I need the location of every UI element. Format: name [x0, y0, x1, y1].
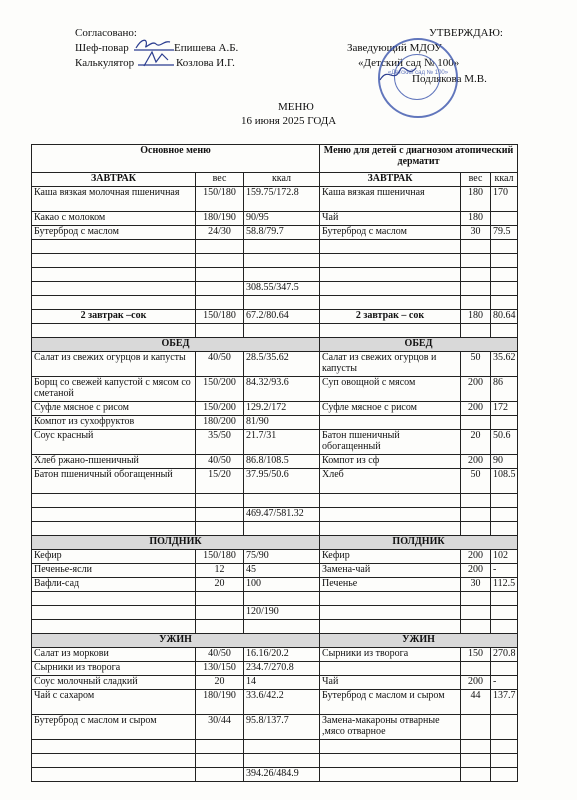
dinner-header-row — [32, 634, 518, 648]
table-cell — [32, 522, 196, 536]
diet-dish-kcal: 172 — [491, 402, 518, 416]
dish-weight: 30/44 — [196, 715, 244, 740]
dish-name: Суфле мясное с рисом — [32, 402, 196, 416]
dish-kcal: 81/90 — [244, 416, 320, 430]
dish-kcal: 33.6/42.2 — [244, 690, 320, 715]
diet-dish-kcal: 108.5 — [491, 469, 518, 494]
empty-row — [32, 620, 518, 634]
table-cell — [32, 254, 196, 268]
dish-weight: 150/200 — [196, 377, 244, 402]
menu-item-row — [32, 676, 518, 690]
table-cell — [461, 268, 491, 282]
diet-dish-weight: 200 — [461, 676, 491, 690]
chef-name: Епишева А.Б. — [174, 42, 239, 54]
diet-dish-name: Компот из сф — [320, 455, 461, 469]
head-name: Подлякова М.В. — [412, 73, 487, 85]
snack-header-left: ПОЛДНИК — [32, 536, 320, 550]
diet-dish-name: Каша вязкая пшеничная — [320, 187, 461, 212]
table-cell — [491, 494, 518, 508]
lunch-total-row — [32, 508, 518, 522]
table-cell — [491, 592, 518, 606]
diet-dish-kcal: 270.8 — [491, 648, 518, 662]
table-cell — [491, 324, 518, 338]
diet-dish-kcal: - — [491, 564, 518, 578]
dish-weight: 180/190 — [196, 212, 244, 226]
dish-name: Хлеб ржано-пшеничный — [32, 455, 196, 469]
diet-dish-name: Чай — [320, 212, 461, 226]
table-cell — [320, 296, 461, 310]
kcal-header: ккал — [491, 173, 518, 187]
diet-dish-kcal: 170 — [491, 187, 518, 212]
menu-header-row — [32, 145, 518, 173]
diet-dish-kcal — [491, 715, 518, 740]
calculator-name: Козлова И.Г. — [176, 57, 235, 69]
dish-kcal: 58.8/79.7 — [244, 226, 320, 240]
diet-dish-kcal: - — [491, 676, 518, 690]
menu-item-row — [32, 690, 518, 715]
empty-row — [32, 740, 518, 754]
table-cell — [320, 592, 461, 606]
table-cell — [32, 324, 196, 338]
table-cell — [491, 240, 518, 254]
table-cell — [491, 768, 518, 782]
diet-dish-name: Замена-чай — [320, 564, 461, 578]
menu-item-row — [32, 455, 518, 469]
dish-name: Печенье-ясли — [32, 564, 196, 578]
dish-weight: 40/50 — [196, 455, 244, 469]
snack-header-right: ПОЛДНИК — [320, 536, 518, 550]
diet-dish-weight — [461, 662, 491, 676]
table-cell — [320, 508, 461, 522]
dish-name: Каша вязкая молочная пшеничная — [32, 187, 196, 212]
table-cell — [244, 254, 320, 268]
second-breakfast-diet-weight: 180 — [461, 310, 491, 324]
dish-weight: 12 — [196, 564, 244, 578]
table-cell — [32, 494, 196, 508]
calculator-signature — [138, 50, 174, 68]
empty-row — [32, 592, 518, 606]
diet-dish-kcal: 79.5 — [491, 226, 518, 240]
diet-dish-kcal: 35.62 — [491, 352, 518, 377]
diet-dish-kcal — [491, 662, 518, 676]
diet-dish-kcal: 112.5 — [491, 578, 518, 592]
dinner-total-row — [32, 768, 518, 782]
diet-dish-name: Салат из свежих огурцов и капусты — [320, 352, 461, 377]
menu-item-row — [32, 187, 518, 212]
snack-header-row — [32, 536, 518, 550]
empty-row — [32, 754, 518, 768]
table-cell — [491, 606, 518, 620]
dish-name: Бутерброд с маслом и сыром — [32, 715, 196, 740]
menu-item-row — [32, 550, 518, 564]
empty-row — [32, 240, 518, 254]
calculator-label: Калькулятор — [75, 57, 135, 69]
diet-dish-weight: 200 — [461, 550, 491, 564]
approve-label: УТВЕРЖДАЮ: — [429, 27, 503, 39]
diet-dish-weight: 180 — [461, 187, 491, 212]
dish-name: Чай с сахаром — [32, 690, 196, 715]
diet-dish-name: Бутерброд с маслом — [320, 226, 461, 240]
diet-menu-header: Меню для детей с диагнозом атопический дерматит — [320, 145, 518, 173]
empty-row — [32, 296, 518, 310]
weight-header: вес — [196, 173, 244, 187]
table-cell — [32, 296, 196, 310]
dish-kcal: 84.32/93.6 — [244, 377, 320, 402]
table-cell — [196, 324, 244, 338]
table-cell — [320, 740, 461, 754]
dish-weight: 150/200 — [196, 402, 244, 416]
menu-date: 16 июня 2025 ГОДА — [241, 115, 337, 127]
table-cell — [196, 522, 244, 536]
table-cell — [196, 268, 244, 282]
table-cell — [244, 494, 320, 508]
diet-dish-weight: 20 — [461, 430, 491, 455]
dish-weight: 15/20 — [196, 469, 244, 494]
dish-kcal: 75/90 — [244, 550, 320, 564]
breakfast-header-row — [32, 173, 518, 187]
kindergarten-name: «Детский сад № 100» — [358, 57, 460, 69]
diet-dish-name: Кефир — [320, 550, 461, 564]
table-cell — [491, 508, 518, 522]
table-cell — [196, 508, 244, 522]
dish-name: Компот из сухофруктов — [32, 416, 196, 430]
table-cell — [244, 324, 320, 338]
diet-dish-weight: 30 — [461, 226, 491, 240]
dish-weight: 130/150 — [196, 662, 244, 676]
snack-total-row — [32, 606, 518, 620]
table-cell — [320, 768, 461, 782]
menu-item-row — [32, 648, 518, 662]
table-cell — [461, 522, 491, 536]
table-cell — [244, 268, 320, 282]
table-cell — [244, 620, 320, 634]
dish-weight: 20 — [196, 676, 244, 690]
table-cell — [461, 508, 491, 522]
menu-item-row — [32, 578, 518, 592]
dish-name: Кефир — [32, 550, 196, 564]
table-cell — [320, 522, 461, 536]
menu-item-row — [32, 469, 518, 494]
menu-item-row — [32, 402, 518, 416]
menu-item-row — [32, 416, 518, 430]
empty-row — [32, 324, 518, 338]
main-menu-header: Основное меню — [32, 145, 320, 173]
diet-dish-name: Бутерброд с маслом и сыром — [320, 690, 461, 715]
table-cell — [461, 240, 491, 254]
table-cell — [461, 606, 491, 620]
table-cell — [196, 768, 244, 782]
lunch-header-row — [32, 338, 518, 352]
dish-kcal: 37.95/50.6 — [244, 469, 320, 494]
table-cell — [32, 768, 196, 782]
menu-item-row — [32, 212, 518, 226]
diet-dish-name — [320, 662, 461, 676]
breakfast-left: ЗАВТРАК — [32, 173, 196, 187]
table-cell — [491, 296, 518, 310]
dinner-header-left: УЖИН — [32, 634, 320, 648]
diet-dish-weight: 50 — [461, 352, 491, 377]
diet-dish-name — [320, 416, 461, 430]
table-cell — [461, 768, 491, 782]
table-cell — [320, 620, 461, 634]
table-cell — [196, 754, 244, 768]
dish-kcal: 159.75/172.8 — [244, 187, 320, 212]
menu-item-row — [32, 352, 518, 377]
second-breakfast-left: 2 завтрак –сок — [32, 310, 196, 324]
menu-item-row — [32, 715, 518, 740]
head-signature — [378, 62, 418, 84]
table-cell — [320, 606, 461, 620]
table-cell — [244, 754, 320, 768]
diet-dish-kcal: 86 — [491, 377, 518, 402]
menu-title: МЕНЮ — [278, 101, 314, 113]
diet-dish-name: Суп овощной с мясом — [320, 377, 461, 402]
second-breakfast-diet-kcal: 80.64 — [491, 310, 518, 324]
table-cell — [244, 592, 320, 606]
dish-weight: 35/50 — [196, 430, 244, 455]
table-cell — [32, 282, 196, 296]
diet-dish-name: Чай — [320, 676, 461, 690]
diet-dish-weight: 200 — [461, 455, 491, 469]
dish-name: Сырники из творога — [32, 662, 196, 676]
dish-kcal: 28.5/35.62 — [244, 352, 320, 377]
table-cell — [320, 494, 461, 508]
menu-item-row — [32, 430, 518, 455]
second-breakfast-weight: 150/180 — [196, 310, 244, 324]
table-cell — [196, 620, 244, 634]
table-cell — [320, 282, 461, 296]
table-cell — [196, 740, 244, 754]
dish-kcal: 21.7/31 — [244, 430, 320, 455]
diet-dish-name: Сырники из творога — [320, 648, 461, 662]
second-breakfast-right: 2 завтрак – сок — [320, 310, 461, 324]
table-cell — [320, 754, 461, 768]
table-cell — [32, 754, 196, 768]
table-cell — [32, 268, 196, 282]
diet-dish-weight: 200 — [461, 564, 491, 578]
dish-kcal: 234.7/270.8 — [244, 662, 320, 676]
diet-dish-kcal — [491, 212, 518, 226]
table-cell — [32, 508, 196, 522]
diet-dish-weight: 180 — [461, 212, 491, 226]
lunch-total: 469.47/581.32 — [244, 508, 320, 522]
dish-name: Вафли-сад — [32, 578, 196, 592]
dish-kcal: 95.8/137.7 — [244, 715, 320, 740]
diet-dish-kcal — [491, 416, 518, 430]
kcal-header: ккал — [244, 173, 320, 187]
diet-dish-name: Батон пшеничный обогащенный — [320, 430, 461, 455]
head-title: Заведующий МДОУ — [347, 42, 442, 54]
empty-row — [32, 268, 518, 282]
dish-weight: 40/50 — [196, 648, 244, 662]
diet-dish-name: Суфле мясное с рисом — [320, 402, 461, 416]
table-cell — [461, 254, 491, 268]
dish-weight: 180/190 — [196, 690, 244, 715]
chef-label: Шеф-повар — [75, 42, 129, 54]
dish-kcal: 14 — [244, 676, 320, 690]
dish-kcal: 16.16/20.2 — [244, 648, 320, 662]
table-cell — [244, 522, 320, 536]
table-cell — [196, 494, 244, 508]
table-cell — [461, 754, 491, 768]
dish-name: Соус красный — [32, 430, 196, 455]
table-cell — [461, 494, 491, 508]
menu-item-row — [32, 226, 518, 240]
table-cell — [32, 240, 196, 254]
table-cell — [461, 324, 491, 338]
empty-row — [32, 254, 518, 268]
diet-dish-name: Печенье — [320, 578, 461, 592]
table-cell — [32, 620, 196, 634]
diet-dish-weight — [461, 416, 491, 430]
empty-row — [32, 494, 518, 508]
dish-name: Батон пшеничный обогащенный — [32, 469, 196, 494]
dish-name: Борщ со свежей капустой с мясом со сметаной — [32, 377, 196, 402]
diet-dish-kcal: 102 — [491, 550, 518, 564]
dish-name: Какао с молоком — [32, 212, 196, 226]
table-cell — [461, 620, 491, 634]
menu-item-row — [32, 662, 518, 676]
dish-name: Соус молочный сладкий — [32, 676, 196, 690]
table-cell — [491, 620, 518, 634]
table-cell — [461, 296, 491, 310]
dish-weight: 150/180 — [196, 187, 244, 212]
breakfast-right: ЗАВТРАК — [320, 173, 461, 187]
dish-kcal: 100 — [244, 578, 320, 592]
approved-label: Согласовано: — [75, 27, 137, 39]
diet-dish-weight — [461, 715, 491, 740]
dinner-header-right: УЖИН — [320, 634, 518, 648]
lunch-header-right: ОБЕД — [320, 338, 518, 352]
table-cell — [196, 240, 244, 254]
table-cell — [461, 740, 491, 754]
diet-dish-name: Замена-макароны отварные ,мясо отварное — [320, 715, 461, 740]
diet-dish-name: Хлеб — [320, 469, 461, 494]
table-cell — [320, 268, 461, 282]
table-cell — [320, 240, 461, 254]
lunch-header-left: ОБЕД — [32, 338, 320, 352]
weight-header: вес — [461, 173, 491, 187]
breakfast-total-row — [32, 282, 518, 296]
table-cell — [32, 606, 196, 620]
dish-weight: 40/50 — [196, 352, 244, 377]
table-cell — [244, 296, 320, 310]
diet-dish-kcal: 50.6 — [491, 430, 518, 455]
diet-dish-kcal: 137.7 — [491, 690, 518, 715]
second-breakfast-kcal: 67.2/80.64 — [244, 310, 320, 324]
dish-weight: 180/200 — [196, 416, 244, 430]
dish-weight: 20 — [196, 578, 244, 592]
dish-weight: 150/180 — [196, 550, 244, 564]
dish-kcal: 45 — [244, 564, 320, 578]
menu-item-row — [32, 377, 518, 402]
second-breakfast-row — [32, 310, 518, 324]
table-cell — [491, 522, 518, 536]
dish-name: Бутерброд с маслом — [32, 226, 196, 240]
table-cell — [244, 740, 320, 754]
official-stamp: «Детский сад № 100» — [378, 38, 458, 118]
breakfast-total: 308.55/347.5 — [244, 282, 320, 296]
menu-item-row — [32, 564, 518, 578]
diet-dish-weight: 30 — [461, 578, 491, 592]
menu-table — [31, 144, 518, 782]
dinner-total: 394.26/484.9 — [244, 768, 320, 782]
table-cell — [491, 754, 518, 768]
table-cell — [491, 282, 518, 296]
diet-dish-weight: 50 — [461, 469, 491, 494]
table-cell — [196, 254, 244, 268]
dish-kcal: 86.8/108.5 — [244, 455, 320, 469]
table-cell — [32, 740, 196, 754]
table-cell — [461, 282, 491, 296]
snack-total: 120/190 — [244, 606, 320, 620]
table-cell — [196, 592, 244, 606]
table-cell — [32, 592, 196, 606]
diet-dish-weight: 44 — [461, 690, 491, 715]
table-cell — [320, 324, 461, 338]
table-cell — [196, 282, 244, 296]
diet-dish-weight: 200 — [461, 402, 491, 416]
table-cell — [491, 254, 518, 268]
table-cell — [461, 592, 491, 606]
dish-name: Салат из моркови — [32, 648, 196, 662]
table-cell — [196, 296, 244, 310]
diet-dish-kcal: 90 — [491, 455, 518, 469]
diet-dish-weight: 200 — [461, 377, 491, 402]
diet-dish-weight: 150 — [461, 648, 491, 662]
table-cell — [320, 254, 461, 268]
dish-kcal: 129.2/172 — [244, 402, 320, 416]
empty-row — [32, 522, 518, 536]
dish-weight: 24/30 — [196, 226, 244, 240]
table-cell — [491, 740, 518, 754]
dish-name: Салат из свежих огурцов и капусты — [32, 352, 196, 377]
table-cell — [491, 268, 518, 282]
dish-kcal: 90/95 — [244, 212, 320, 226]
table-cell — [244, 240, 320, 254]
table-cell — [196, 606, 244, 620]
